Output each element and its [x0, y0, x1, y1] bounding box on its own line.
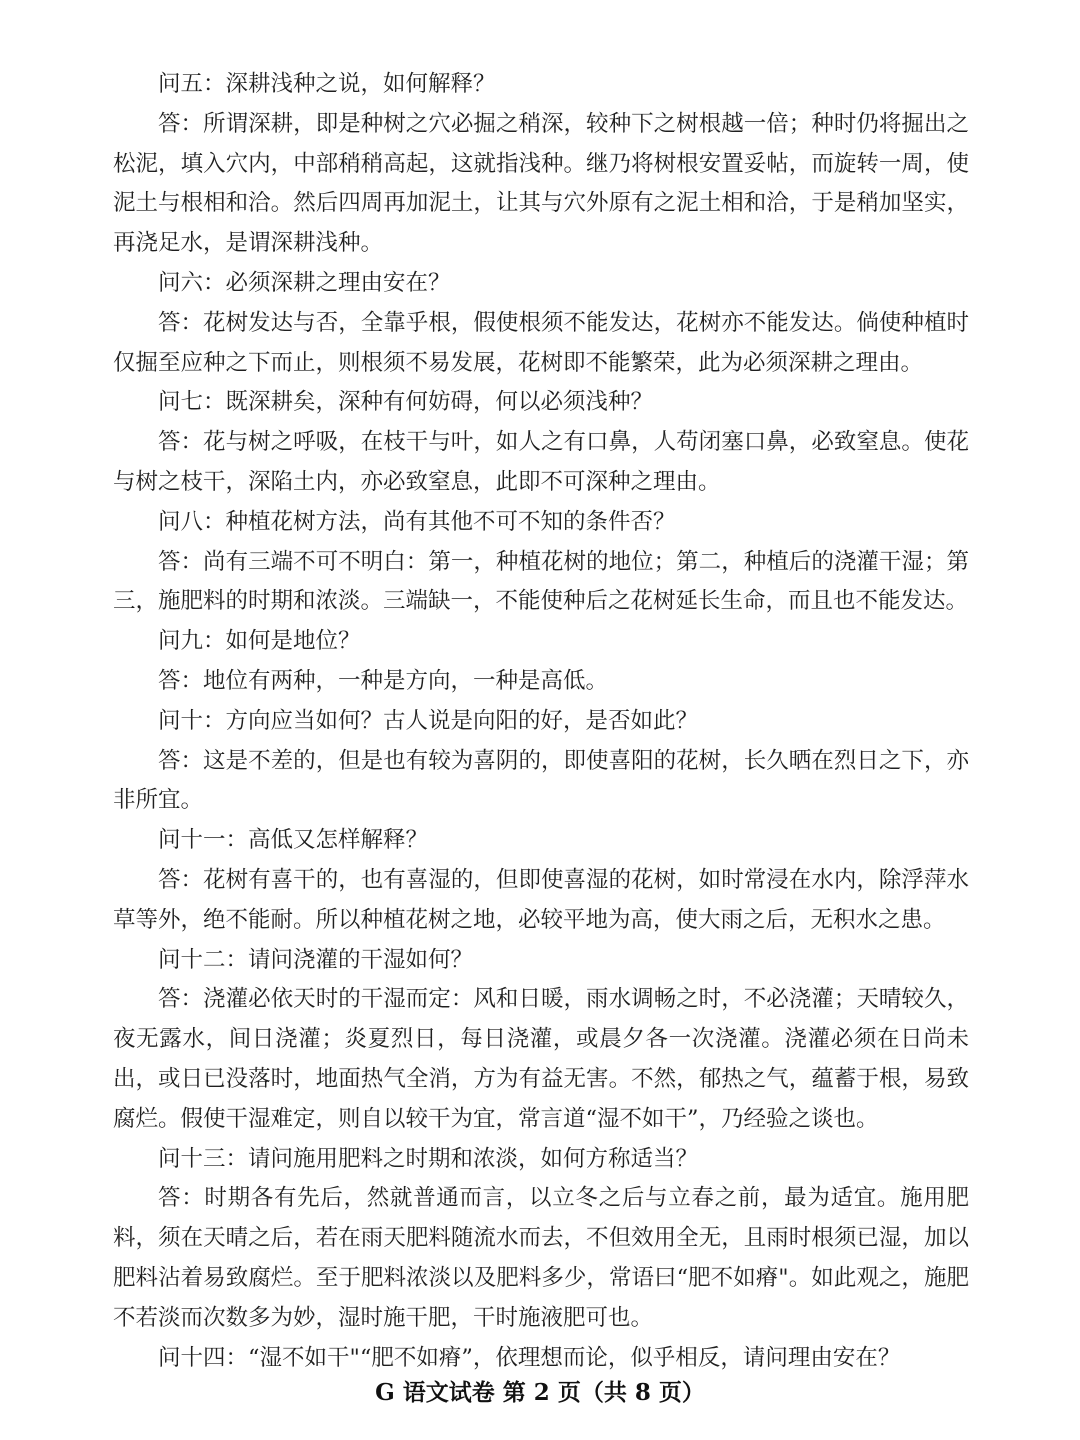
- answer-9: 答：地位有两种，一种是方向，一种是高低。: [158, 667, 609, 694]
- question-12: 问十二：请问浇灌的干湿如何？: [158, 946, 474, 973]
- question-14: 问十四：“湿不如干"“肥不如瘠”，依理想而论，似乎相反，请问理由安在？: [158, 1344, 901, 1371]
- answer-13: 答：时期各有先后，然就普通而言，以立冬之后与立春之前，最为适宜。施用肥料，须在天晴之后，若在雨天肥料随流水而去，不但效用全无，且雨时根须已湿，加以肥料沾着易致腐烂。至于肥料浓淡以及肥料多少，常语曰“肥不如瘠"。如此观之，施肥不若淡而次数多为妙，湿时施干肥，干时施液肥可也。: [113, 1185, 969, 1331]
- page-footer: G 语文试卷 第 2 页（共 8 页）: [375, 1379, 705, 1406]
- answer-10: 答：这是不差的，但是也有较为喜阴的，即使喜阳的花树，长久晒在烈日之下，亦非所宜。: [113, 747, 969, 814]
- answer-8: 答：尚有三端不可不明白：第一，种植花树的地位；第二，种植后的浇灌干湿；第三，施肥料的时期和浓淡。三端缺一，不能使种后之花树延长生命，而且也不能发达。: [113, 548, 969, 615]
- question-7: 问七：既深耕矣，深种有何妨碍，何以必须浅种？: [158, 389, 654, 416]
- answer-6: 答：花树发达与否，全靠乎根，假使根须不能发达，花树亦不能发达。倘使种植时仅掘至应种之下而止，则根须不易发展，花树即不能繁荣，此为必须深耕之理由。: [113, 309, 969, 376]
- answer-5: 答：所谓深耕，即是种树之穴必掘之稍深，较种下之树根越一倍；种时仍将掘出之松泥，填入穴内，中部稍稍高起，这就指浅种。继乃将树根安置妥帖，而旋转一周，使泥土与根相和洽。然后四周再加泥土，让其与穴外原有之泥土相和洽，于是稍加坚实，再浇足水，是谓深耕浅种。: [113, 110, 969, 257]
- question-6: 问六：必须深耕之理由安在？: [158, 269, 451, 296]
- answer-12: 答：浇灌必依天时的干湿而定：风和日暖，雨水调畅之时，不必浇灌；天晴较久，夜无露水，间日浇灌；炎夏烈日，每日浇灌，或晨夕各一次浇灌。浇灌必须在日尚未出，或日已没落时，地面热气全消，方为有益无害。不然，郁热之气，蕴蓄于根，易致腐烂。假使干湿难定，则自以较干为宜，常言道“湿不如干”，乃经验之谈也。: [113, 986, 969, 1132]
- answer-7: 答：花与树之呼吸，在枝干与叶，如人之有口鼻，人苟闭塞口鼻，必致窒息。使花与树之枝干，深陷土内，亦必致窒息，此即不可深种之理由。: [113, 429, 969, 495]
- question-11: 问十一：高低又怎样解释？: [158, 827, 429, 854]
- question-9: 问九：如何是地位？: [158, 628, 361, 655]
- question-5: 问五：深耕浅种之说，如何解释？: [158, 71, 496, 97]
- question-10: 问十：方向应当如何？古人说是向阳的好，是否如此？: [158, 707, 699, 734]
- answer-11: 答：花树有喜干的，也有喜湿的，但即使喜湿的花树，如时常浸在水内，除浮萍水草等外，绝不能耐。所以种植花树之地，必较平地为高，使大雨之后，无积水之患。: [113, 866, 969, 933]
- question-13: 问十三：请问施用肥料之时期和浓淡，如何方称适当？: [158, 1145, 699, 1172]
- question-8: 问八：种植花树方法，尚有其他不可不知的条件否？: [158, 508, 676, 535]
- qa-text-body: [113, 65, 969, 1378]
